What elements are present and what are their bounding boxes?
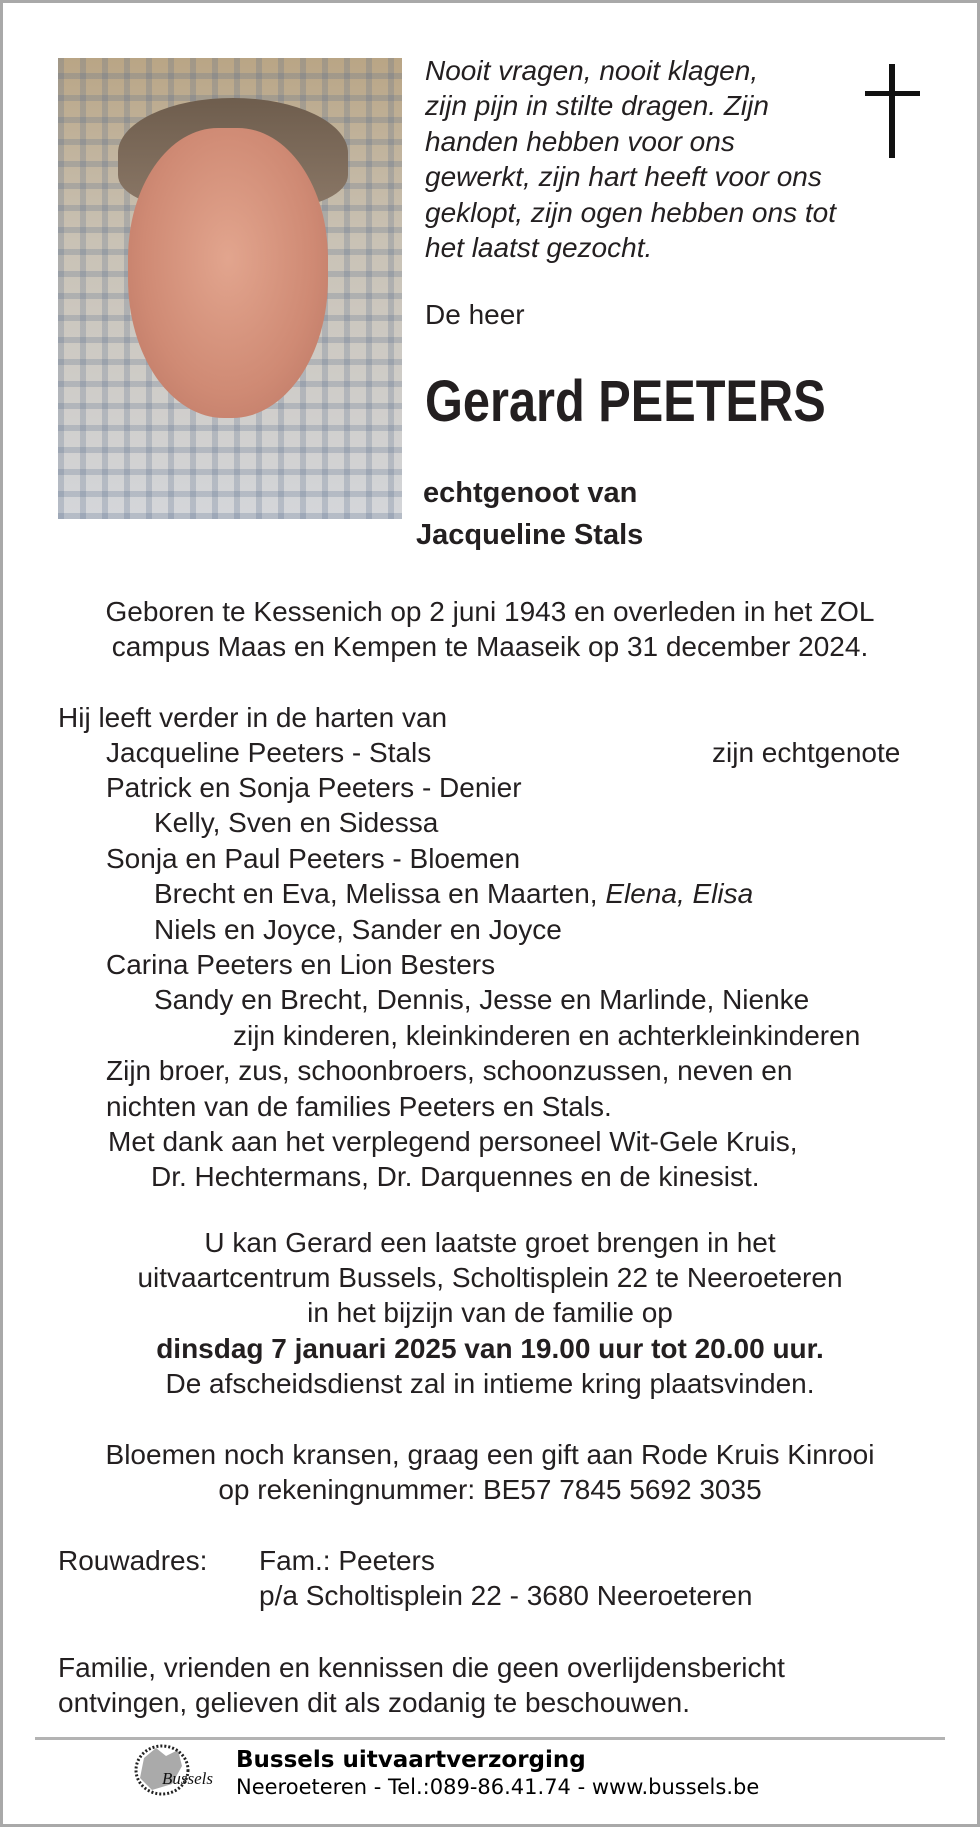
address-line: p/a Scholtisplein 22 - 3680 Neeroeteren [259,1580,753,1611]
spouse-name: Jacqueline Stals [416,519,644,551]
quote-line: zijn pijn in stilte dragen. Zijn [425,90,769,121]
cross-icon [889,64,895,158]
footer-contact: Neeroeteren - Tel.:089-86.41.74 - www.bussels.be [236,1775,760,1799]
visit-line: U kan Gerard een laatste groet brengen in het [204,1227,776,1258]
family-row [154,877,753,911]
address-line: Fam.: Peeters [259,1545,435,1576]
family-row: Dr. Hechtermans, Dr. Darquennes en de kinesist. [151,1161,760,1192]
quote-line: gewerkt, zijn hart heeft voor ons [425,161,822,192]
family-row: Zijn broer, zus, schoonbroers, schoonzussen, neven en [106,1055,793,1086]
visit-date: dinsdag 7 januari 2025 van 19.00 uur tot 20.00 uur. [156,1333,824,1364]
visit-line: De afscheidsdienst zal in intieme kring plaatsvinden. [165,1368,815,1399]
notice-line: Familie, vrienden en kennissen die geen overlijdensbericht [58,1652,785,1683]
photo-face [128,128,328,418]
flowers-line: Bloemen noch kransen, graag een gift aan Rode Kruis Kinrooi [105,1439,875,1470]
family-role: zijn echtgenote [712,737,901,768]
quote-line: geklopt, zijn ogen hebben ons tot [425,197,836,228]
family-row: Sonja en Paul Peeters - Bloemen [106,843,521,874]
born-line: campus Maas en Kempen te Maaseik op 31 december 2024. [111,631,869,662]
family-row: Niels en Joyce, Sander en Joyce [154,914,562,945]
family-row: Kelly, Sven en Sidessa [154,807,439,838]
family-row: Patrick en Sonja Peeters - Denier [106,772,522,803]
bussels-logo [132,1744,220,1800]
notice-line: ontvingen, gelieven dit als zodanig te beschouwen. [58,1687,690,1718]
family-row-text: Brecht en Eva, Melissa en Maarten, [154,878,606,909]
visit-line: uitvaartcentrum Bussels, Scholtisplein 22 te Neeroeteren [137,1262,843,1293]
deceased-name: Gerard PEETERS [425,369,826,434]
family-intro: Hij leeft verder in de harten van [58,702,448,733]
quote-line: het laatst gezocht. [425,232,653,263]
family-row: Met dank aan het verplegend personeel Wit-Gele Kruis, [108,1126,798,1157]
svg-text:Bussels: Bussels [162,1769,213,1788]
great-grandchildren: Elena, Elisa [605,878,754,909]
quote-line: Nooit vragen, nooit klagen, [425,55,759,86]
portrait-photo [58,58,402,519]
family-row: nichten van de families Peeters en Stals. [106,1091,612,1122]
visit-line: in het bijzijn van de familie op [307,1297,673,1328]
honorific: De heer [425,299,525,330]
family-row: zijn kinderen, kleinkinderen en achterkleinkinderen [233,1020,861,1051]
cross-icon-bar [865,91,920,96]
family-row: Jacqueline Peeters - Stals [106,737,432,768]
quote-line: handen hebben voor ons [425,126,735,157]
flowers-line: op rekeningnummer: BE57 7845 5692 3035 [218,1474,762,1505]
family-row: Carina Peeters en Lion Besters [106,949,496,980]
spouse-label: echtgenoot van [423,477,638,509]
family-row: Sandy en Brecht, Dennis, Jesse en Marlinde, Nienke [154,984,810,1015]
footer-divider [35,1737,945,1740]
born-line: Geboren te Kessenich op 2 juni 1943 en overleden in het ZOL [105,596,875,627]
address-label: Rouwadres: [58,1545,208,1576]
footer-company: Bussels uitvaartverzorging [236,1747,586,1773]
